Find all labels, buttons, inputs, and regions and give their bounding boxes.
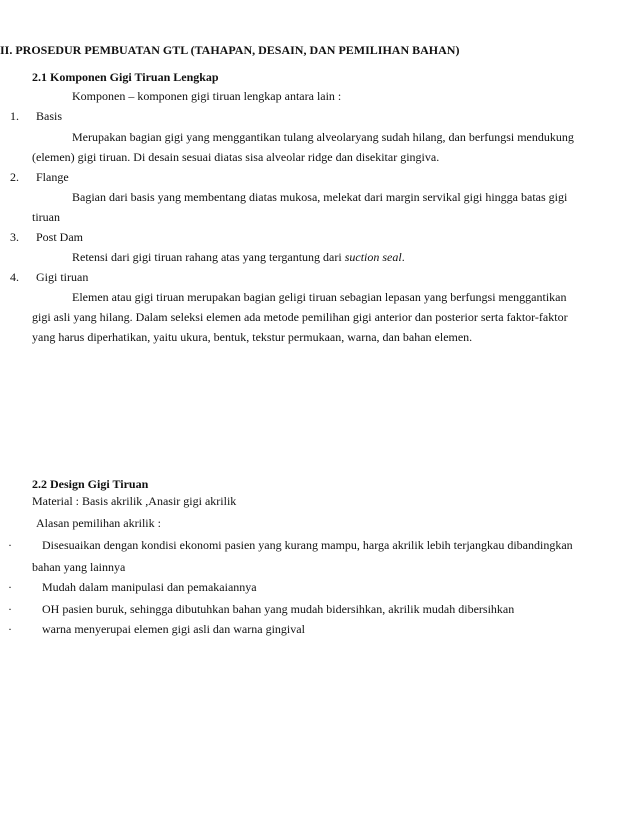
reason-label: Alasan pemilihan akrilik : (36, 516, 161, 530)
bullet-4-text: warna menyerupai elemen gigi asli dan warna gingival (42, 622, 305, 636)
bullet-3-marker: · (8, 602, 12, 616)
item-2-label: Flange (36, 170, 69, 184)
item-2-text-line-1: Bagian dari basis yang membentang diatas mukosa, melekat dari margin servikal gigi hingga batas gigi (72, 190, 568, 204)
item-3-text-emphasis: suction seal (344, 250, 402, 264)
item-1-number: 1. (10, 109, 19, 123)
item-3-text-line-1 (72, 250, 405, 264)
item-4-label: Gigi tiruan (36, 270, 89, 284)
chapter-heading: II. PROSEDUR PEMBUATAN GTL (TAHAPAN, DESAIN, DAN PEMILIHAN BAHAN) (0, 43, 460, 57)
item-1-text-line-2: (elemen) gigi tiruan. Di desain sesuai diatas sisa alveolar ridge dan disekitar gingiva. (32, 150, 440, 164)
item-4-text-line-1: Elemen atau gigi tiruan merupakan bagian geligi tiruan sebagian lepasan yang berfungsi menggantikan (72, 290, 567, 304)
item-3-label: Post Dam (36, 230, 84, 244)
section-2-2-title: 2.2 Design Gigi Tiruan (32, 477, 149, 491)
item-3-number: 3. (10, 230, 19, 244)
item-3-text-post: . (401, 250, 405, 264)
item-4-text-line-2: gigi asli yang hilang. Dalam seleksi elemen ada metode pemilihan gigi anterior dan posterior serta faktor-faktor (32, 310, 568, 324)
item-1-text-line-1: Merupakan bagian gigi yang menggantikan tulang alveolaryang sudah hilang, dan berfungsi mendukung (72, 130, 574, 144)
bullet-1-text-line-2: bahan yang lainnya (32, 560, 126, 574)
bullet-1-text-line-1: Disesuaikan dengan kondisi ekonomi pasien yang kurang mampu, harga akrilik lebih terjangkau dibandingkan (42, 538, 573, 552)
bullet-1-marker: · (8, 538, 12, 552)
bullet-2-marker: · (8, 580, 12, 594)
item-3-text-pre: Retensi dari gigi tiruan rahang atas yang tergantung dari (72, 250, 345, 264)
section-2-1-title: 2.1 Komponen Gigi Tiruan Lengkap (32, 70, 219, 84)
bullet-4-marker: · (8, 622, 12, 636)
item-4-number: 4. (10, 270, 19, 284)
bullet-3-text: OH pasien buruk, sehingga dibutuhkan bahan yang mudah bidersihkan, akrilik mudah dibersihkan (42, 602, 515, 616)
item-2-text-line-2: tiruan (32, 210, 60, 224)
item-2-number: 2. (10, 170, 19, 184)
section-2-1-intro: Komponen – komponen gigi tiruan lengkap antara lain : (72, 89, 342, 103)
item-4-text-line-3: yang harus diperhatikan, yaitu ukura, bentuk, tekstur permukaan, warna, dan bahan elemen. (32, 330, 473, 344)
bullet-2-text: Mudah dalam manipulasi dan pemakaiannya (42, 580, 257, 594)
item-1-label: Basis (36, 109, 63, 123)
material-line: Material : Basis akrilik ,Anasir gigi akrilik (32, 494, 237, 508)
